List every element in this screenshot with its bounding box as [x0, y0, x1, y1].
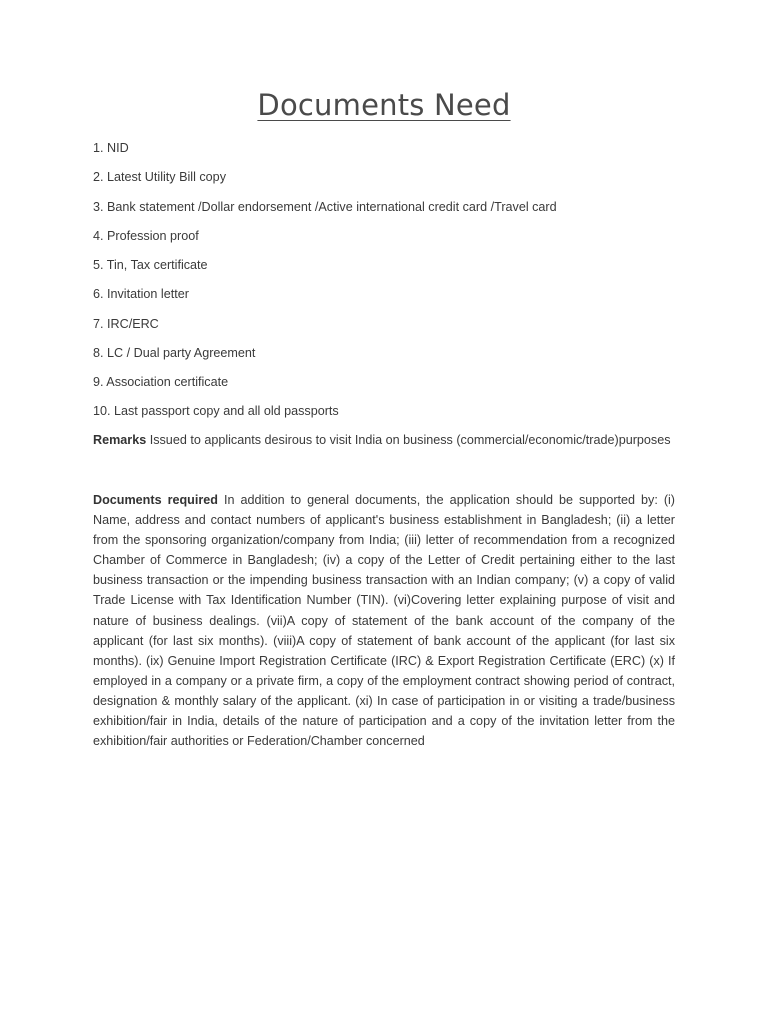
list-item: 8. LC / Dual party Agreement: [93, 345, 256, 360]
list-item: 3. Bank statement /Dollar endorsement /Active international credit card /Travel card: [93, 199, 557, 214]
remarks-paragraph: [93, 430, 675, 450]
documents-required-text: In addition to general documents, the application should be supported by: (i) Name, address and contact numbers of applicant's business establishment in Bangladesh; (ii) a letter from the sponsoring organization/company from India; (iii) letter of recommendation from a recognized Chamber of Commerce in Bangladesh; (iv) a copy of the Letter of Credit pertaining either to the last business transaction or the impending business transaction with an Indian company; (v) a copy of valid Trade License with Tax Identification Number (TIN). (vi)Covering letter explaining purpose of visit and nature of business dealings. (vii)A copy of statement of the bank account of the company of the applicant (for last six months). (viii)A copy of statement of bank account of the applicant (for last six months). (ix) Genuine Import Registration Certificate (IRC) & Export Registration Certificate (ERC) (x) If employed in a company or a private firm, a copy of the employment contract showing period of contract, designation & monthly salary of the applicant. (xi) In case of participation in or visiting a trade/business exhibition/fair in India, details of the nature of participation and a copy of the invitation letter from the exhibition/fair authorities or Federation/Chamber concerned: [93, 493, 676, 749]
list-item: 2. Latest Utility Bill copy: [93, 170, 226, 185]
list-item: 6. Invitation letter: [93, 287, 189, 302]
list-item: 5. Tin, Tax certificate: [93, 258, 208, 272]
list-item: 10. Last passport copy and all old passports: [93, 404, 339, 419]
documents-list: [93, 140, 675, 433]
list-item: 4. Profession proof: [93, 228, 199, 243]
list-item: 1. NID: [93, 141, 129, 155]
list-item: 7. IRC/ERC: [93, 316, 159, 331]
list-item: 9. Association certificate: [93, 375, 229, 389]
documents-required-paragraph: [93, 490, 675, 751]
documents-required-label: Documents required: [93, 493, 218, 507]
remarks-text: Issued to applicants desirous to visit India on business (commercial/economic/trade)purposes: [146, 433, 671, 447]
remarks-label: Remarks: [93, 433, 147, 447]
document-title: Documents Need: [257, 88, 511, 122]
